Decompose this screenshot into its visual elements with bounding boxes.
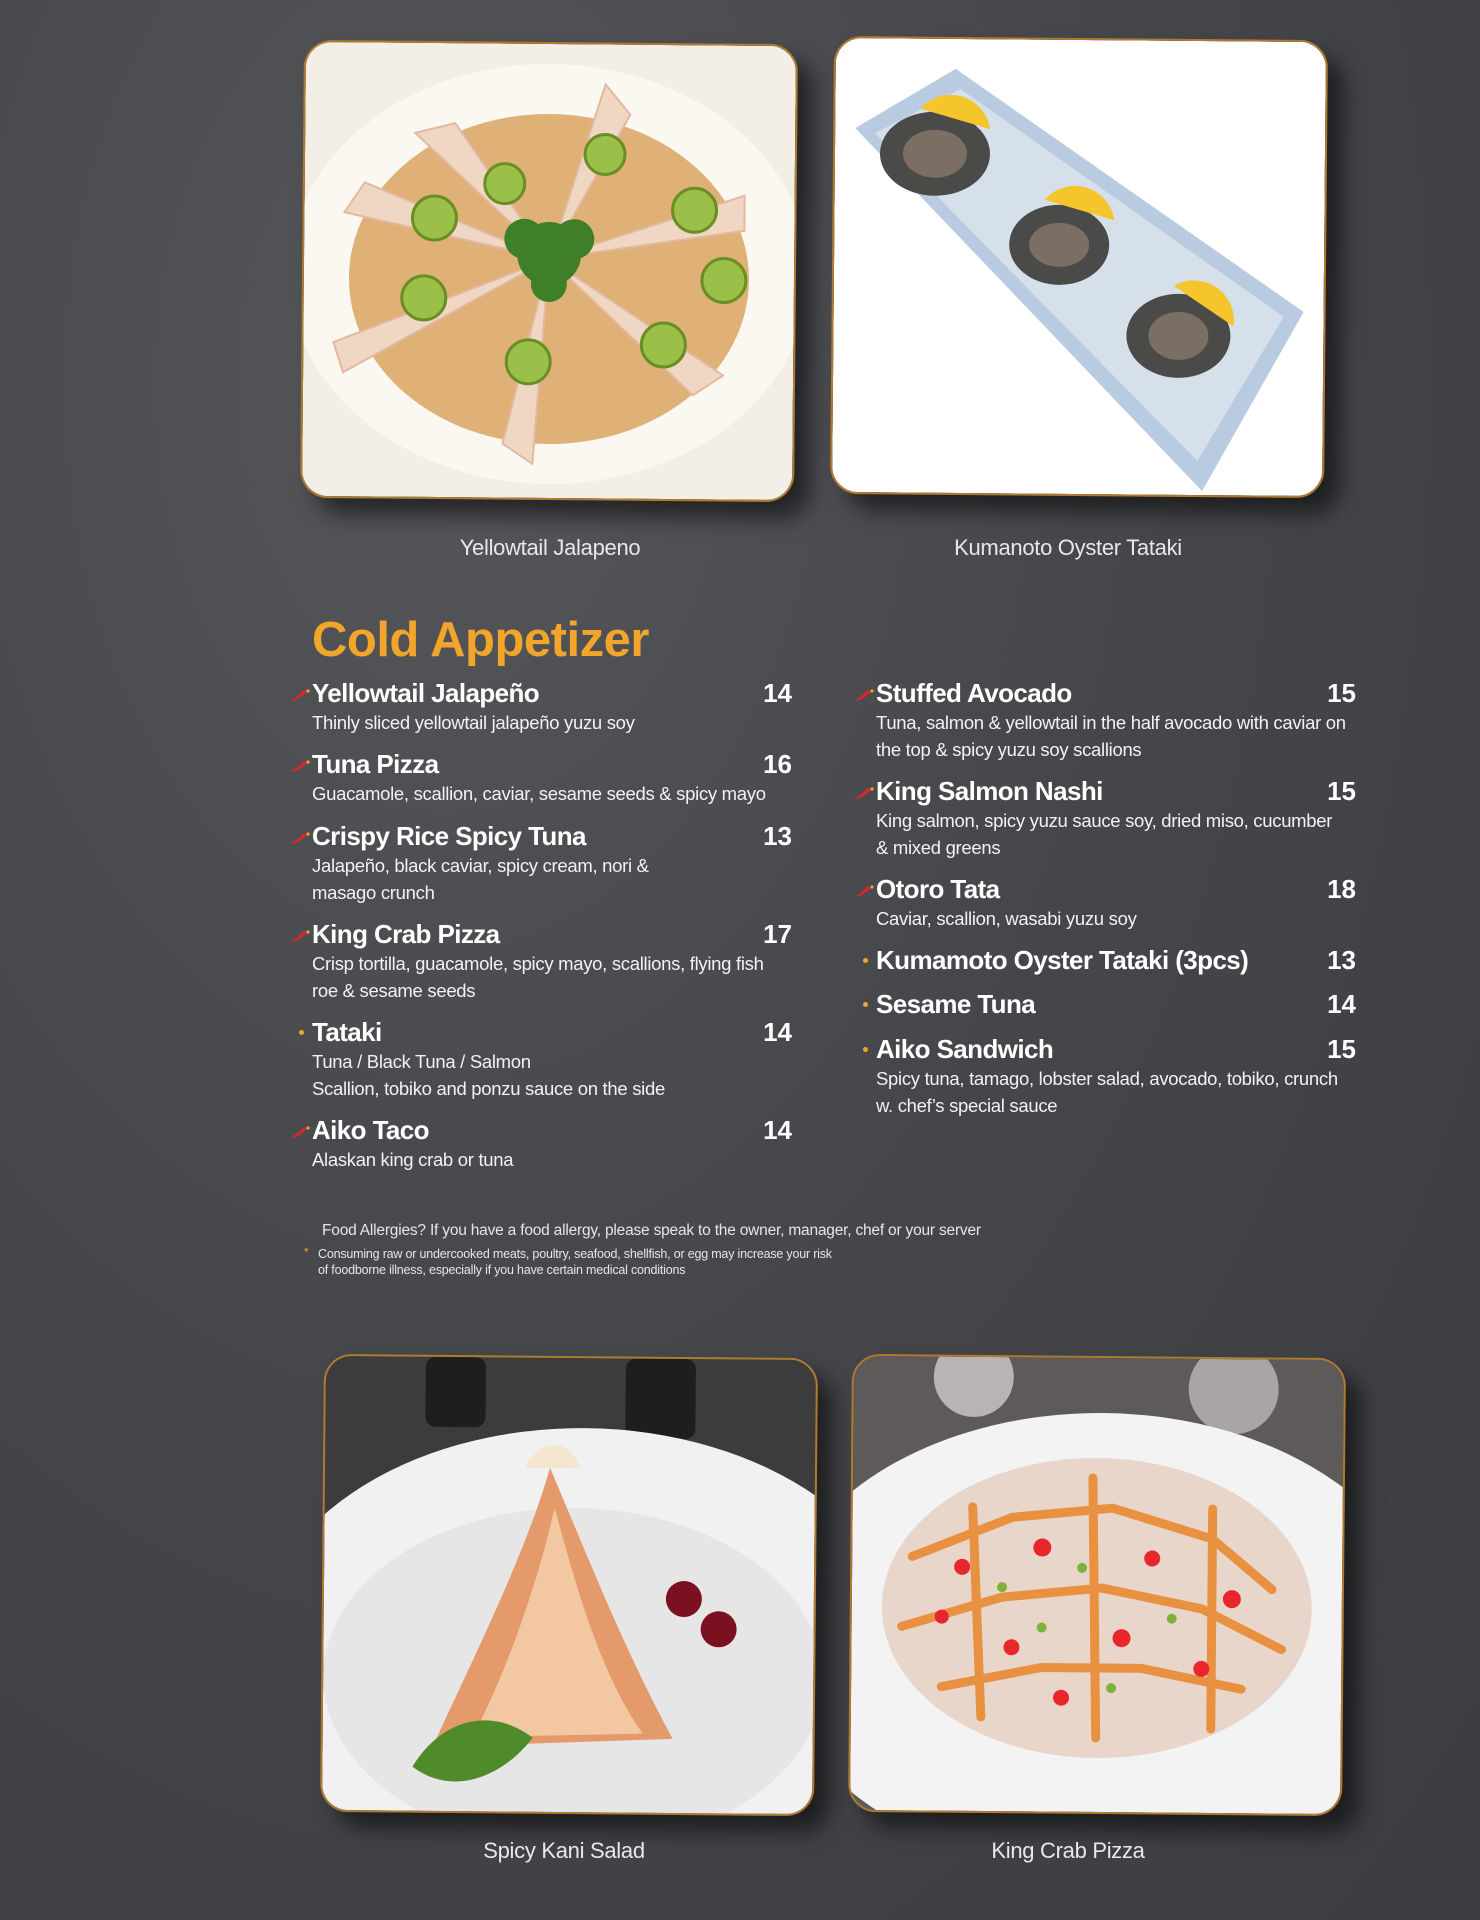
item-name: Stuffed Avocado bbox=[876, 678, 1072, 708]
spicy-pepper-icon bbox=[288, 1121, 310, 1141]
item-name: Kumamoto Oyster Tataki (3pcs) bbox=[876, 945, 1249, 975]
menu-item bbox=[312, 919, 792, 1004]
item-desc: Caviar, scallion, wasabi yuzu soy bbox=[876, 908, 1137, 929]
item-name: Sesame Tuna bbox=[876, 989, 1036, 1019]
yellowtail-jalapeno-image bbox=[302, 42, 796, 500]
item-price: 18 bbox=[1327, 874, 1356, 904]
item-price: 17 bbox=[763, 919, 792, 949]
photo-king-crab-pizza bbox=[848, 1354, 1346, 1816]
raw-food-warning: * Consuming raw or undercooked meats, poultry, seafood, shellfish, or egg may increase your risk of foodborne illness, especially if you have certain medical conditions bbox=[304, 1245, 832, 1277]
allergy-text: Food Allergies? If you have a food allergy, please speak to the owner, manager, chef or your server bbox=[322, 1222, 981, 1239]
menu-item bbox=[876, 678, 1356, 763]
menu-item bbox=[876, 989, 1356, 1019]
item-price: 15 bbox=[1327, 678, 1356, 708]
item-desc: Alaskan king crab or tuna bbox=[312, 1149, 514, 1170]
asterisk-icon: * bbox=[304, 1245, 309, 1259]
left-menu-column bbox=[312, 678, 792, 1178]
item-price: 14 bbox=[763, 1115, 792, 1145]
spicy-pepper-icon bbox=[288, 827, 310, 847]
item-price: 13 bbox=[763, 821, 792, 851]
menu-item bbox=[312, 1115, 792, 1173]
dot-icon bbox=[288, 1023, 310, 1043]
spicy-pepper-icon bbox=[288, 684, 310, 704]
dot-icon bbox=[852, 951, 874, 971]
item-name: Aiko Taco bbox=[312, 1115, 429, 1145]
caption-kumanoto-oyster: Kumanoto Oyster Tataki bbox=[954, 535, 1182, 560]
menu-item bbox=[876, 1034, 1356, 1119]
item-price: 15 bbox=[1327, 1034, 1356, 1064]
item-desc: King salmon, spicy yuzu sauce soy, dried miso, cucumber & mixed greens bbox=[876, 810, 1333, 858]
section-title: Cold Appetizer bbox=[312, 613, 649, 667]
item-name: King Crab Pizza bbox=[312, 919, 500, 949]
item-name: Otoro Tata bbox=[876, 874, 1000, 904]
photo-yellowtail-jalapeno bbox=[300, 40, 798, 502]
spicy-pepper-icon bbox=[852, 782, 874, 802]
oyster-tataki-image bbox=[832, 38, 1326, 496]
item-price: 14 bbox=[763, 678, 792, 708]
item-name: Aiko Sandwich bbox=[876, 1034, 1054, 1064]
spicy-pepper-icon bbox=[852, 880, 874, 900]
menu-item bbox=[312, 678, 792, 736]
allergy-notice bbox=[304, 1222, 981, 1278]
spicy-pepper-icon bbox=[288, 925, 310, 945]
item-desc: Guacamole, scallion, caviar, sesame seeds & spicy mayo bbox=[312, 783, 766, 804]
item-name: King Salmon Nashi bbox=[876, 776, 1103, 806]
item-desc: Crisp tortilla, guacamole, spicy mayo, scallions, flying fish roe & sesame seeds bbox=[312, 953, 764, 1001]
caption-yellowtail-jalapeno: Yellowtail Jalapeno bbox=[459, 535, 641, 560]
dot-icon bbox=[852, 995, 874, 1015]
item-name: Tataki bbox=[312, 1017, 382, 1047]
item-price: 13 bbox=[1327, 945, 1356, 975]
item-price: 15 bbox=[1327, 776, 1356, 806]
item-name: Yellowtail Jalapeño bbox=[312, 678, 540, 708]
item-price: 16 bbox=[763, 749, 792, 779]
menu-item bbox=[876, 945, 1356, 975]
caption-king-crab-pizza: King Crab Pizza bbox=[991, 1838, 1145, 1863]
menu-item bbox=[312, 1017, 792, 1102]
item-name: Tuna Pizza bbox=[312, 749, 439, 779]
caption-spicy-kani-salad: Spicy Kani Salad bbox=[483, 1838, 645, 1863]
menu-item bbox=[312, 749, 792, 807]
item-desc: Tuna / Black Tuna / Salmon Scallion, tobiko and ponzu sauce on the side bbox=[312, 1051, 665, 1099]
item-desc: Thinly sliced yellowtail jalapeño yuzu soy bbox=[312, 712, 635, 733]
spicy-pepper-icon bbox=[288, 755, 310, 775]
right-menu-column bbox=[876, 678, 1356, 1138]
photo-kumanoto-oyster bbox=[830, 36, 1328, 498]
photo-spicy-kani-salad bbox=[320, 1354, 818, 1816]
item-desc: Jalapeño, black caviar, spicy cream, nori & masago crunch bbox=[312, 855, 649, 903]
item-desc: Spicy tuna, tamago, lobster salad, avocado, tobiko, crunch w. chef’s special sauce bbox=[876, 1068, 1338, 1116]
spicy-pepper-icon bbox=[852, 684, 874, 704]
item-price: 14 bbox=[763, 1017, 792, 1047]
king-crab-pizza-image bbox=[850, 1356, 1344, 1814]
menu-item bbox=[876, 776, 1356, 861]
spicy-kani-salad-image bbox=[322, 1356, 816, 1814]
item-desc: Tuna, salmon & yellowtail in the half avocado with caviar on the top & spicy yuzu soy scallions bbox=[876, 712, 1346, 760]
item-name: Crispy Rice Spicy Tuna bbox=[312, 821, 586, 851]
item-price: 14 bbox=[1327, 989, 1356, 1019]
menu-item bbox=[876, 874, 1356, 932]
dot-icon bbox=[852, 1040, 874, 1060]
menu-item bbox=[312, 821, 792, 906]
